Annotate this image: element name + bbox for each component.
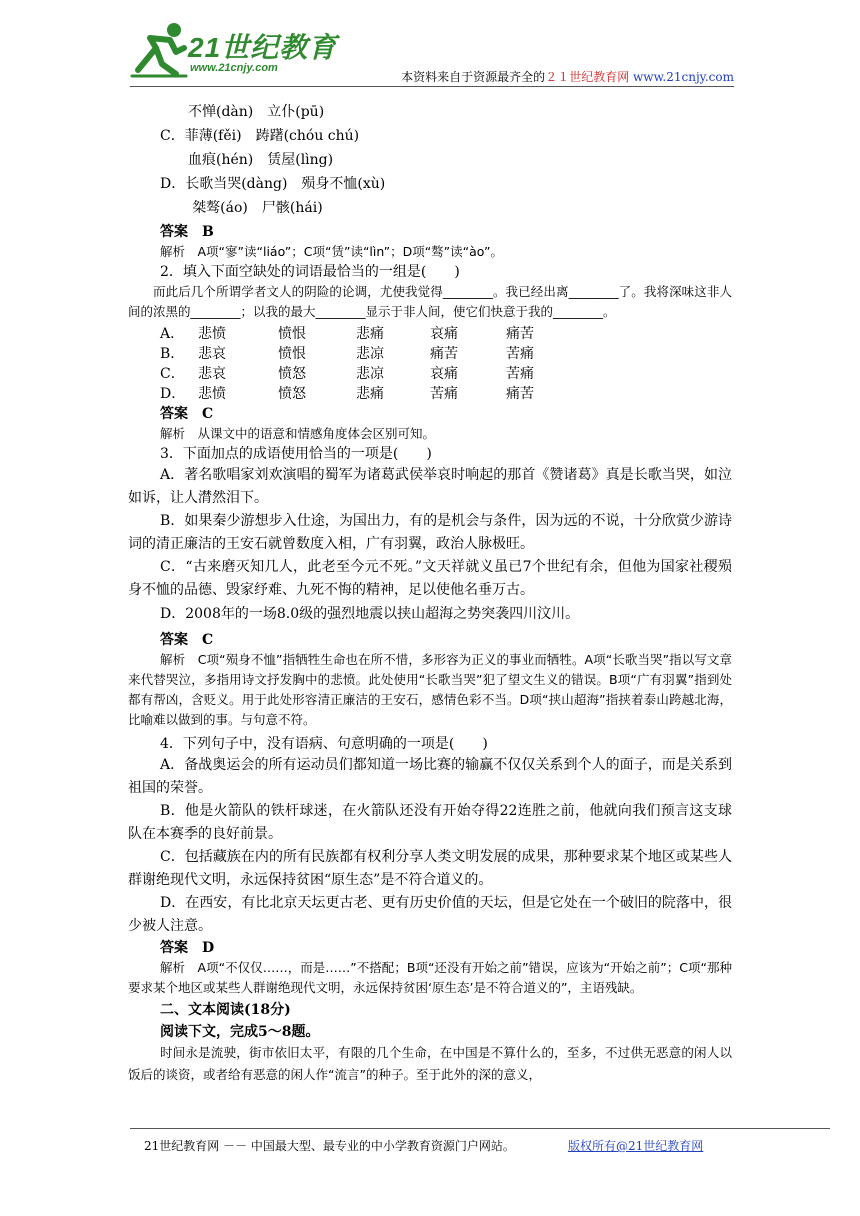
option-letter: D．: [160, 386, 186, 402]
q2-option-row: [160, 324, 732, 344]
q1-option-c-line1: C．菲薄(fěi) 踌躇(chóu chú): [160, 128, 360, 144]
option-letter: B．: [160, 346, 185, 362]
footer-copyright-link[interactable]: 版权所有@21世纪教育网: [568, 1139, 704, 1153]
option-word: 苦痛: [430, 386, 458, 402]
q2-options: [160, 324, 732, 404]
header-tagline: [401, 68, 734, 85]
q2-option-row: [160, 384, 732, 404]
site-logo: [130, 18, 340, 82]
option-word: 悲凉: [356, 346, 384, 362]
q1-option-c-line2: 血痕(hén) 赁屋(lìng): [188, 152, 334, 168]
option-letter: A．: [160, 326, 185, 342]
q1-answer: 答案 B: [160, 224, 214, 240]
footer-left-text: 21世纪教育网 －－ 中国最大型、最专业的中小学教育资源门户网站。: [144, 1139, 515, 1153]
option-word: 痛苦: [506, 326, 534, 342]
option-word: 哀痛: [430, 366, 458, 382]
option-letter: C．: [160, 366, 185, 382]
q1-option-d-line2: 桀骜(áo) 尸骸(hái): [192, 200, 323, 216]
option-word: 愤恨: [278, 326, 306, 342]
option-word: 悲愤: [198, 386, 226, 402]
logo-url: www.21cnjy.com: [190, 62, 278, 74]
reading-passage: 时间永是流驶，街市依旧太平，有限的几个生命，在中国是不算什么的，至多，不过供无恶意的闲人以饭后的谈资，或者给有恶意的闲人作“流言”的种子。至于此外的深的意义，: [128, 1045, 732, 1082]
q3-option-c: C．“古来磨灭知几人，此老至今元不死。”文天祥就义虽已7个世纪有余，但他为国家社稷殒身不恤的品德、毁家纾难、九死不悔的精神，足以使他名垂万古。: [128, 559, 732, 598]
q1-analysis: 解析 A项“寥”读“liáo”；C项“赁”读“lìn”；D项“骜”读“ào”。: [160, 244, 503, 259]
logo-text: 21世纪教育: [188, 32, 338, 63]
tagline-prefix: 本资料来自于资源最齐全的: [401, 70, 546, 84]
q2-stem: 2．填入下面空缺处的词语最恰当的一组是( ): [160, 264, 460, 280]
runner-icon: [130, 18, 190, 80]
q1-option-d-line1: D．长歌当哭(dàng) 殒身不恤(xù): [160, 176, 386, 192]
option-word: 悲哀: [198, 346, 226, 362]
q3-answer: 答案 C: [160, 632, 214, 648]
option-word: 哀痛: [430, 326, 458, 342]
option-word: 苦痛: [506, 366, 534, 382]
q2-analysis: 解析 从课文中的语意和情感角度体会区别可知。: [160, 426, 436, 441]
page-header: [130, 18, 734, 87]
q4-stem: 4．下列句子中，没有语病、句意明确的一项是( ): [160, 736, 488, 752]
option-word: 悲哀: [198, 366, 226, 382]
q4-analysis: 解析 A项“不仅仅……，而是……”不搭配；B项“还没有开始之前”错误，应该为“开始之前”；C项“那种要求某个地区或某些人群谢绝现代文明，永远保持贫困‘原生态’是不符合道义的”，主语残缺。: [128, 960, 732, 995]
section-2-heading: 二、文本阅读(18分): [160, 1002, 291, 1018]
q2-option-row: [160, 364, 732, 384]
q3-option-b: B．如果秦少游想步入仕途，为国出力，有的是机会与条件，因为远的不说，十分欣赏少游诗词的清正廉洁的王安石就曾数度入相，广有羽翼，政治人脉极旺。: [128, 513, 732, 552]
q3-stem: 3．下面加点的成语使用恰当的一项是( ): [160, 446, 432, 462]
q4-option-b: B．他是火箭队的铁杆球迷，在火箭队还没有开始夺得22连胜之前，他就向我们预言这支球队在本赛季的良好前景。: [128, 803, 732, 842]
option-word: 悲痛: [356, 386, 384, 402]
tagline-url[interactable]: www.21cnjy.com: [633, 70, 734, 84]
option-word: 愤怒: [278, 386, 306, 402]
q4-answer: 答案 D: [160, 940, 215, 956]
q3-option-a: A．著名歌唱家刘欢演唱的蜀军为诸葛武侯举哀时响起的那首《赞诸葛》真是长歌当哭，如泣如诉，让人潸然泪下。: [128, 467, 732, 506]
option-word: 悲痛: [356, 326, 384, 342]
q4-option-d: D．在西安，有比北京天坛更古老、更有历史价值的天坛，但是它处在一个破旧的院落中，很少被人注意。: [128, 895, 732, 934]
page-footer: [130, 1128, 830, 1153]
q4-option-a: A．备战奥运会的所有运动员们都知道一场比赛的输赢不仅仅关系到个人的面子，而是关系到祖国的荣誉。: [128, 757, 732, 796]
q2-option-row: [160, 344, 732, 364]
q2-answer: 答案 C: [160, 406, 214, 422]
q2-passage: 而此后几个所谓学者文人的阴险的论调，尤使我觉得________。我已经出离________了。我将深味这非人间的浓黑的________；以我的最大________显示于非人间，使它们快意于我的________。: [128, 284, 732, 319]
option-word: 痛苦: [430, 346, 458, 362]
option-word: 痛苦: [506, 386, 534, 402]
q3-analysis: 解析 C项“殒身不恤”指牺牲生命也在所不惜，多形容为正义的事业而牺牲。A项“长歌当哭”指以写文章来代替哭泣，多指用诗文抒发胸中的悲愤。此处使用“长歌当哭”犯了望文生义的错误。B项“广有羽翼”指到处都有帮凶，含贬义。用于此处形容清正廉洁的王安石，感情色彩不当。D项“挟山超海”指挟着泰山跨越北海，比喻难以做到的事。与句意不符。: [128, 652, 732, 727]
option-word: 愤恨: [278, 346, 306, 362]
document-body: [128, 102, 732, 1086]
q4-option-c: C．包括藏族在内的所有民族都有权利分享人类文明发展的成果，那种要求某个地区或某些人群谢绝现代文明，永远保持贫困“原生态”是不符合道义的。: [128, 849, 732, 888]
tagline-site[interactable]: ２１世纪教育网: [545, 70, 630, 84]
q3-option-d: D．2008年的一场8.0级的强烈地震以挟山超海之势突袭四川汶川。: [160, 606, 580, 622]
option-word: 悲凉: [356, 366, 384, 382]
option-word: 悲愤: [198, 326, 226, 342]
option-word: 愤怒: [278, 366, 306, 382]
option-word: 苦痛: [506, 346, 534, 362]
q1-option-b-line: 不惮(dàn) 立仆(pū): [188, 104, 325, 120]
reading-instruction: 阅读下文，完成5～8题。: [160, 1024, 320, 1040]
